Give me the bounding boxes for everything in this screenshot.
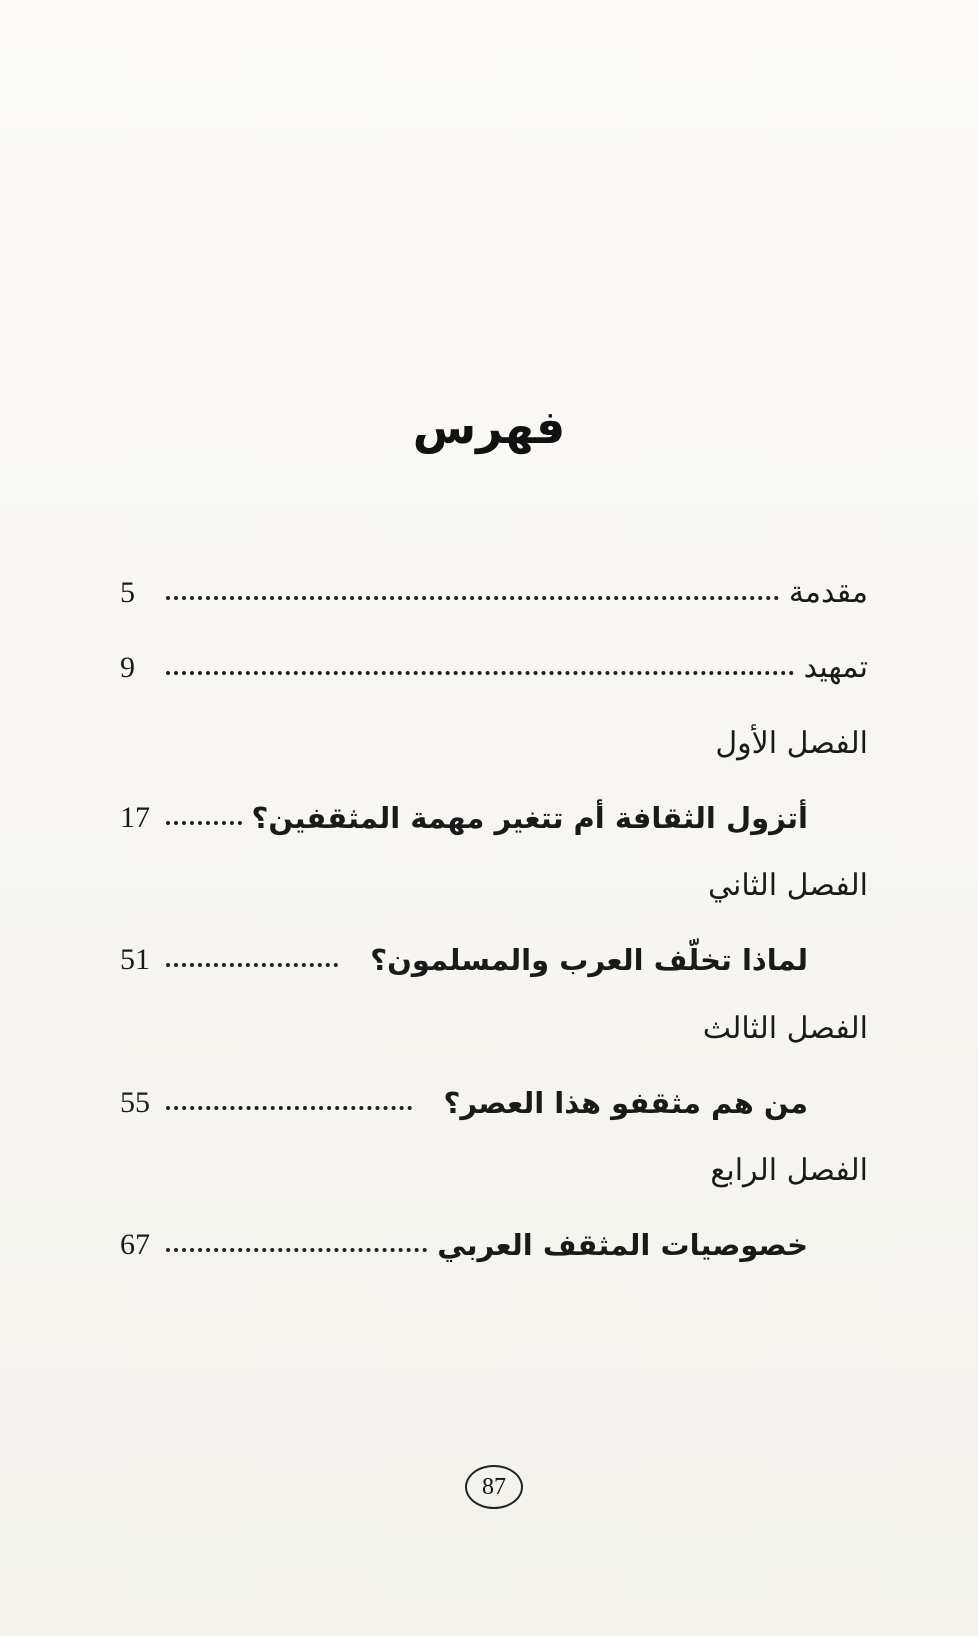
toc-page-number: 51 <box>120 943 150 976</box>
toc-page-number: 5 <box>120 576 135 609</box>
dot-leader <box>166 671 794 675</box>
page-number-badge: 87 <box>465 1465 523 1509</box>
chapter-heading-4: الفصل الرابع <box>710 1153 868 1188</box>
toc-page-number: 9 <box>120 651 135 684</box>
toc-entry-label: أتزول الثقافة أم تتغير مهمة المثقفين؟ <box>251 801 808 835</box>
chapter-heading-3: الفصل الثالث <box>702 1011 868 1046</box>
toc-page-number: 55 <box>120 1086 150 1119</box>
dot-leader <box>166 963 338 967</box>
toc-entry-preface <box>120 635 868 685</box>
toc-page-number: 17 <box>120 801 150 834</box>
toc-entry-chapter-3 <box>120 1070 808 1120</box>
dot-leader <box>166 821 242 825</box>
toc-page-number: 67 <box>120 1228 150 1261</box>
toc-entry-intro <box>120 560 868 610</box>
toc-entry-chapter-2 <box>120 927 808 977</box>
toc-entry-label: خصوصيات المثقف العربي <box>437 1228 808 1262</box>
toc-entry-chapter-1 <box>120 785 808 835</box>
dot-leader <box>166 1248 427 1252</box>
toc-entry-label: مقدمة <box>788 575 868 610</box>
toc-entry-chapter-4 <box>120 1212 808 1262</box>
toc-entry-label: تمهيد <box>803 650 868 685</box>
page-title: فهرس <box>412 400 566 454</box>
chapter-heading-1: الفصل الأول <box>715 726 868 761</box>
dot-leader <box>166 1106 412 1110</box>
chapter-heading-2: الفصل الثاني <box>708 868 868 903</box>
toc-entry-label: من هم مثقفو هذا العصر؟ <box>443 1086 808 1120</box>
dot-leader <box>166 596 779 600</box>
toc-entry-label: لماذا تخلّف العرب والمسلمون؟ <box>370 943 808 977</box>
